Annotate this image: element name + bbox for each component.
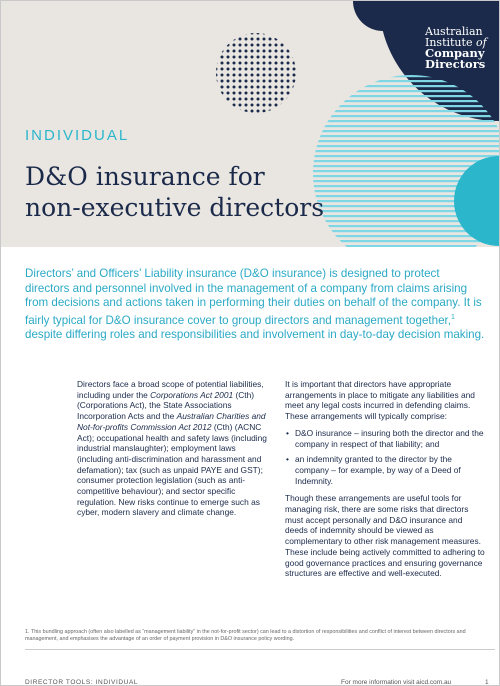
dot — [239, 38, 242, 41]
dot — [245, 44, 248, 47]
dot — [257, 86, 260, 89]
dot — [227, 62, 230, 65]
dot — [257, 38, 260, 41]
dot — [269, 110, 272, 113]
dot — [215, 44, 218, 47]
dot — [275, 104, 278, 107]
dot — [281, 32, 284, 35]
dot — [227, 68, 230, 71]
dot — [245, 62, 248, 65]
dot — [233, 104, 236, 107]
dot — [281, 104, 284, 107]
dot — [245, 98, 248, 101]
stripe — [313, 150, 499, 152]
dot — [275, 56, 278, 59]
dot — [269, 50, 272, 53]
dot — [263, 80, 266, 83]
dot — [263, 74, 266, 77]
body-column-left — [77, 379, 273, 524]
hero-banner — [1, 1, 499, 247]
footnote-ref[interactable]: 1 — [450, 313, 455, 321]
dot — [293, 98, 296, 101]
dot — [257, 104, 260, 107]
list-item: • an indemnity granted to the director by the company – for example, by way of a Deed of Indemnity. — [285, 454, 485, 486]
dot — [227, 104, 230, 107]
dot — [245, 104, 248, 107]
stripe — [313, 120, 499, 122]
dot — [215, 32, 218, 35]
dot — [287, 74, 290, 77]
dot — [215, 98, 218, 101]
dot — [227, 32, 230, 35]
dot — [263, 92, 266, 95]
dot — [215, 80, 218, 83]
dot — [227, 98, 230, 101]
dot — [233, 56, 236, 59]
dot — [281, 50, 284, 53]
dot — [257, 80, 260, 83]
dot — [215, 110, 218, 113]
stripe — [313, 110, 499, 112]
dot — [227, 92, 230, 95]
dot — [251, 44, 254, 47]
dot — [257, 56, 260, 59]
dot — [269, 80, 272, 83]
dot — [281, 62, 284, 65]
dot — [257, 32, 260, 35]
dot — [227, 86, 230, 89]
dot — [293, 56, 296, 59]
dot — [221, 68, 224, 71]
dot — [233, 44, 236, 47]
stripe — [313, 130, 499, 132]
dot — [215, 74, 218, 77]
stripe — [313, 140, 499, 142]
dot — [263, 32, 266, 35]
dot — [215, 50, 218, 53]
dot — [215, 86, 218, 89]
dot — [257, 98, 260, 101]
dot — [287, 86, 290, 89]
dot — [227, 80, 230, 83]
dot — [221, 38, 224, 41]
dot — [251, 56, 254, 59]
dot — [275, 74, 278, 77]
dot — [233, 98, 236, 101]
dot — [239, 104, 242, 107]
dot — [287, 92, 290, 95]
dot — [215, 38, 218, 41]
dot — [233, 68, 236, 71]
dot — [221, 44, 224, 47]
dot — [239, 44, 242, 47]
dot — [245, 86, 248, 89]
dot — [227, 50, 230, 53]
dot — [287, 110, 290, 113]
dot — [233, 86, 236, 89]
dot — [251, 38, 254, 41]
dot — [239, 56, 242, 59]
dot — [245, 74, 248, 77]
dot — [251, 32, 254, 35]
page-title — [25, 161, 355, 223]
teal-half-circle — [454, 156, 499, 246]
dot — [221, 74, 224, 77]
dot — [281, 80, 284, 83]
dot — [269, 92, 272, 95]
dot — [287, 62, 290, 65]
list-item: • D&O insurance – insuring both the director and the company in respect of that liability; and — [285, 428, 485, 449]
dot — [269, 38, 272, 41]
dot — [293, 32, 296, 35]
dot — [293, 38, 296, 41]
dot — [233, 38, 236, 41]
dot — [275, 110, 278, 113]
dot — [263, 62, 266, 65]
dot — [233, 92, 236, 95]
dot — [263, 104, 266, 107]
dot — [287, 68, 290, 71]
dot — [269, 98, 272, 101]
footnote: 1. This bundling approach (often also labelled as “management liability” in the not-for-profit sector) can lead to a distortion of responsibilities and conflict of interest between directors and management, and emphasises the advantage of an order of payment provision in D&O insurance policy wording. — [25, 629, 466, 642]
dot — [227, 38, 230, 41]
logo-line-2: Institute of — [425, 36, 487, 49]
dot — [269, 68, 272, 71]
dot — [263, 56, 266, 59]
dot — [227, 56, 230, 59]
dot — [233, 62, 236, 65]
dot — [269, 32, 272, 35]
dot — [221, 80, 224, 83]
dot — [221, 62, 224, 65]
dot — [221, 50, 224, 53]
body-column-right — [285, 379, 485, 585]
dot — [239, 62, 242, 65]
dot — [239, 68, 242, 71]
dot — [245, 32, 248, 35]
dot — [293, 86, 296, 89]
aicd-logo[interactable] — [425, 26, 495, 70]
dot — [263, 44, 266, 47]
dot — [257, 68, 260, 71]
dot — [281, 86, 284, 89]
dot — [251, 86, 254, 89]
dot — [293, 104, 296, 107]
dot — [281, 44, 284, 47]
dot — [257, 74, 260, 77]
dot — [263, 110, 266, 113]
liabilities-paragraph: Directors face a broad scope of potential liabilities, including under the Corporations Act 2001 (Cth) (Corporations Act), the State Associations Incorporation Acts and the Australian Charities and Not-for-profits Commission Act 2012 (Cth) (ACNC Act); occupational health and safety laws (including industrial manslaughter); employment laws (including anti-discrimination and harassment and defamation); tax (such as unpaid PAYE and GST); consumer protection legislation (such as anti-competitive behaviour); and sector specific regulation. New risks continue to emerge such as cyber, modern slavery and climate change. — [77, 379, 267, 518]
dot — [233, 74, 236, 77]
dot — [275, 62, 278, 65]
dot — [293, 68, 296, 71]
dot — [257, 50, 260, 53]
dot — [245, 38, 248, 41]
dot — [293, 74, 296, 77]
footer-link[interactable]: For more information visit aicd.com.au — [341, 679, 452, 686]
dot — [245, 50, 248, 53]
dot — [239, 86, 242, 89]
logo-line-1: Australian — [425, 25, 483, 38]
dot — [281, 92, 284, 95]
dot — [215, 62, 218, 65]
dot — [293, 110, 296, 113]
dot — [251, 68, 254, 71]
dot — [221, 104, 224, 107]
dot — [281, 56, 284, 59]
dot — [251, 50, 254, 53]
dot — [239, 32, 242, 35]
dot — [251, 98, 254, 101]
dot — [263, 38, 266, 41]
dot — [221, 56, 224, 59]
dot — [233, 50, 236, 53]
dot — [251, 62, 254, 65]
arrangements-paragraph: It is important that directors have appropriate arrangements in place to mitigate any liabilities and meet any legal costs incurred in defending claims. These arrangements will typically comprise: — [285, 379, 475, 422]
dot — [287, 44, 290, 47]
dot — [221, 32, 224, 35]
dot — [269, 62, 272, 65]
dot — [221, 86, 224, 89]
dot — [215, 56, 218, 59]
intro-paragraph: Directors’ and Officers’ Liability insurance (D&O insurance) is designed to protect directors and personnel involved in the management of a company from claims arising from decisions and actions taken in performing their duties on behalf of the company. It is fairly typical for D&O insurance cover to group directors and management together,$^1$ despite differing roles and responsibilities and involvement in day-to-day decision making. — [25, 267, 485, 341]
stripe — [313, 100, 499, 102]
dot — [293, 92, 296, 95]
dot — [281, 74, 284, 77]
dot — [263, 98, 266, 101]
category-label: INDIVIDUAL — [25, 127, 130, 144]
dot — [269, 74, 272, 77]
dot — [281, 68, 284, 71]
stripe — [313, 115, 499, 117]
dot — [287, 98, 290, 101]
dot — [293, 62, 296, 65]
dot — [215, 68, 218, 71]
dot — [239, 110, 242, 113]
stripe — [313, 135, 499, 137]
dot — [251, 104, 254, 107]
dot — [251, 74, 254, 77]
dot — [275, 50, 278, 53]
dot — [215, 104, 218, 107]
dot — [233, 32, 236, 35]
dot — [227, 110, 230, 113]
dot — [239, 50, 242, 53]
dot — [287, 80, 290, 83]
dot — [287, 38, 290, 41]
stripe — [313, 105, 499, 107]
dot — [269, 44, 272, 47]
dot — [275, 38, 278, 41]
risk-paragraph: Though these arrangements are useful tools for managing risk, there are some risks that directors must accept personally and D&O insurance and deeds of indemnity should be viewed as complementary to other risk management measures. These include being actively committed to adhering to good governance practices and ensuring governance structures are effective and well-executed. — [285, 493, 485, 579]
dot — [281, 38, 284, 41]
arrangements-list — [285, 428, 485, 487]
dot — [293, 80, 296, 83]
dot — [281, 110, 284, 113]
dot — [215, 92, 218, 95]
dot — [287, 50, 290, 53]
dot — [257, 44, 260, 47]
stripe — [313, 155, 499, 157]
dot — [275, 68, 278, 71]
dot — [275, 92, 278, 95]
dot — [293, 50, 296, 53]
dot — [233, 110, 236, 113]
footer-section-label: DIRECTOR TOOLS: INDIVIDUAL — [25, 679, 139, 686]
dot — [239, 80, 242, 83]
dot — [245, 80, 248, 83]
dot — [281, 98, 284, 101]
stripe — [313, 125, 499, 127]
dot — [221, 110, 224, 113]
dot — [221, 92, 224, 95]
dot — [287, 104, 290, 107]
dot — [275, 98, 278, 101]
dot — [269, 104, 272, 107]
dot — [275, 80, 278, 83]
dot — [239, 92, 242, 95]
dot — [269, 56, 272, 59]
dot — [233, 80, 236, 83]
dot — [221, 98, 224, 101]
dot — [275, 44, 278, 47]
dot — [257, 110, 260, 113]
dot — [239, 98, 242, 101]
dot — [263, 50, 266, 53]
footer-divider — [25, 649, 495, 650]
dot — [257, 62, 260, 65]
page-number: 1 — [485, 679, 489, 686]
dot — [293, 44, 296, 47]
dot — [245, 68, 248, 71]
dotted-circle — [215, 32, 296, 113]
dot — [275, 32, 278, 35]
title-line-2: non-executive directors — [25, 193, 325, 222]
dot — [245, 92, 248, 95]
dot — [287, 32, 290, 35]
dot — [251, 92, 254, 95]
dot — [251, 80, 254, 83]
stripe — [313, 240, 499, 242]
dot — [275, 86, 278, 89]
logo-line-3: Company — [425, 46, 485, 60]
dot — [227, 44, 230, 47]
dot — [257, 92, 260, 95]
dot — [239, 74, 242, 77]
dot — [287, 56, 290, 59]
dot — [251, 110, 254, 113]
dot — [263, 68, 266, 71]
title-line-1: D&O insurance for — [25, 162, 265, 191]
dot — [263, 86, 266, 89]
logo-line-4: Directors — [425, 57, 486, 71]
dot — [245, 110, 248, 113]
dot — [269, 86, 272, 89]
dot — [245, 56, 248, 59]
stripe — [313, 145, 499, 147]
dot — [227, 74, 230, 77]
stripe — [313, 245, 499, 247]
